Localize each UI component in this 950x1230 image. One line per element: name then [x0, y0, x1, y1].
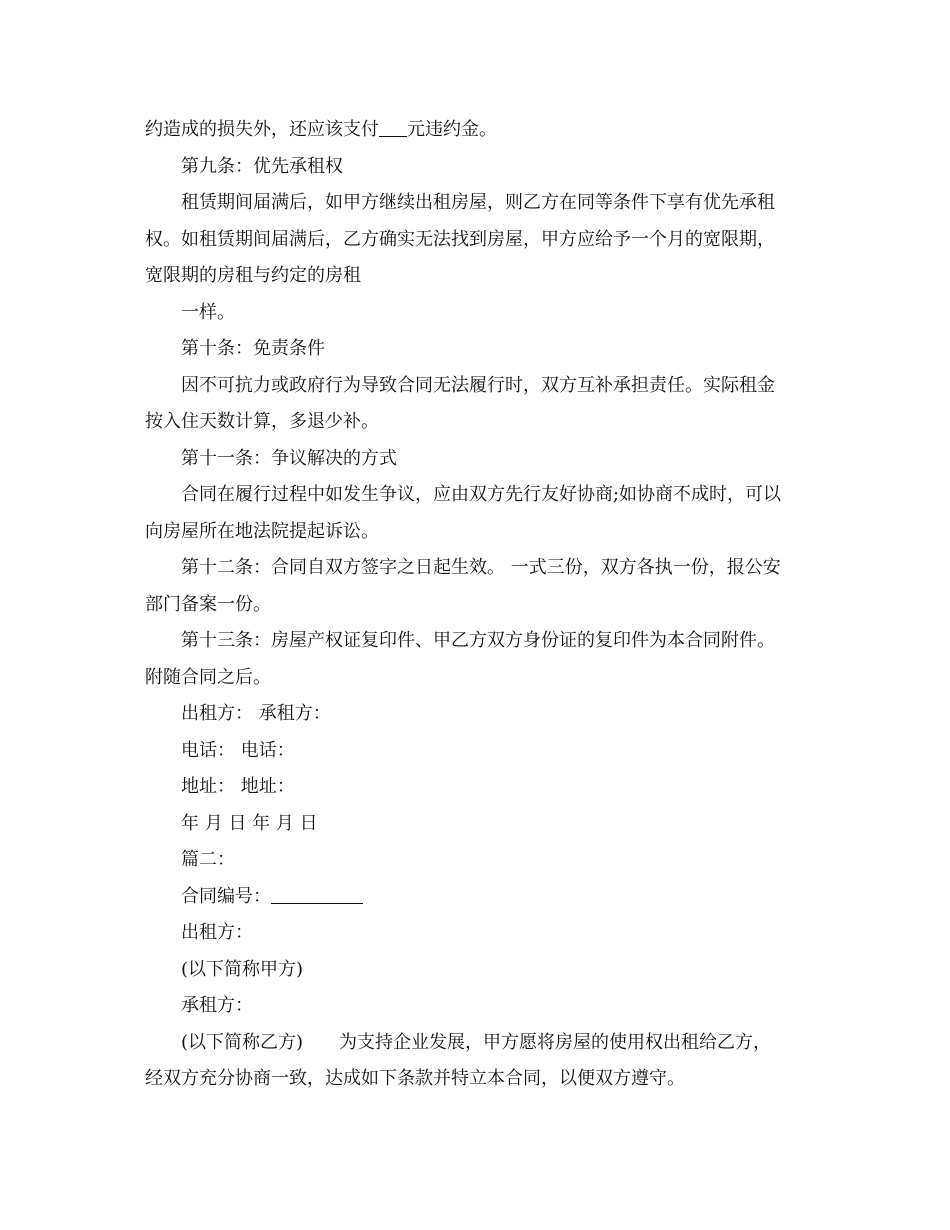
contract-body	[145, 112, 810, 1098]
text-line: 合同在履行过程中如发生争议，应由双方先行友好协商;如协商不成时，可以	[181, 484, 782, 505]
text-segment: 约造成的损失外，还应该支付	[145, 119, 379, 140]
text-line: 部门备案一份。	[145, 593, 271, 615]
text-line: 租赁期间届满后，如甲方继续出租房屋，则乙方在同等条件下享有优先承租	[181, 192, 775, 213]
lessee-label: 承租方：	[181, 995, 253, 1016]
text-line	[145, 112, 810, 149]
signature-parties: 出租方： 承租方：	[181, 703, 331, 724]
text-segment: 为支持企业发展，甲方愿将房屋的使用权出租给乙方，	[339, 1031, 772, 1053]
signature-dates: 年 月 日 年 月 日	[181, 812, 318, 834]
text-line: 经双方充分协商一致，达成如下条款并特立本合同，以便双方遵守。	[145, 1068, 685, 1089]
section-heading: 篇二：	[181, 849, 235, 870]
lessor-label: 出租方：	[181, 922, 253, 943]
text-segment: 元违约金。	[407, 119, 497, 140]
contract-number-label: 合同编号：	[181, 885, 271, 907]
blank-underline	[271, 885, 363, 904]
signature-phones: 电话： 电话：	[181, 739, 295, 761]
blank-underline	[379, 118, 407, 137]
text-line	[145, 1025, 810, 1062]
contract-number-line	[145, 879, 810, 916]
text-line: 宽限期的房租与约定的房租	[145, 265, 361, 286]
article-13: 第十三条：房屋产权证复印件、甲乙方双方身份证的复印件为本合同附件。	[181, 630, 775, 651]
text-line: 附随合同之后。	[145, 666, 271, 688]
article-11-heading: 第十一条：争议解决的方式	[181, 447, 397, 469]
article-12: 第十二条：合同自双方签字之日起生效。 一式三份，双方各执一份，报公安	[181, 557, 781, 578]
text-line: 因不可抗力或政府行为导致合同无法履行时，双方互补承担责任。实际租金	[181, 374, 775, 396]
text-line: 按入住天数计算，多退少补。	[145, 411, 379, 432]
signature-addresses: 地址： 地址：	[181, 776, 295, 797]
text-line: 一样。	[181, 301, 235, 323]
article-9-heading: 第九条：优先承租权	[181, 155, 343, 177]
article-10-heading: 第十条：免责条件	[181, 338, 325, 359]
text-line: 权。如租赁期间届满后，乙方确实无法找到房屋，甲方应给予一个月的宽限期，	[145, 228, 775, 250]
text-line: 向房屋所在地法院提起诉讼。	[145, 520, 379, 542]
lessee-abbrev: (以下简称乙方)	[181, 1031, 304, 1053]
lessor-abbrev: (以下简称甲方)	[181, 958, 304, 980]
